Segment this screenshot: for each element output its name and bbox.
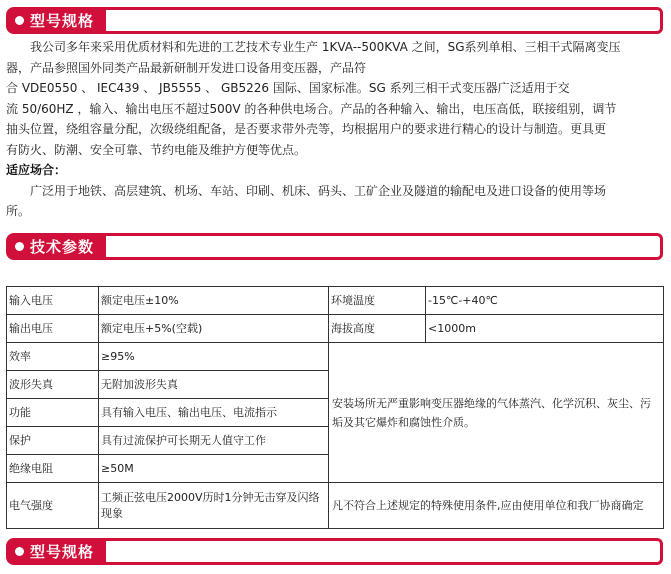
model-spec-banner-top [6,7,663,34]
tech-params-banner [6,233,663,260]
intro-line: 合 VDE0550 、 IEC439 、 JB5555 、 GB5226 国际、国家标准。SG 系列三相干式变压器广泛适用于交 [6,81,570,95]
banner-title: 型号规格 [30,543,95,561]
spec-value: 额定电压±10% [99,287,329,315]
model-spec-banner-bottom [6,538,663,565]
table-row [7,287,664,315]
spec-label: 输出电压 [7,315,99,343]
spec-value: ≥50M [99,455,329,483]
intro-line: 有防火、防潮、安全可靠、节约电能及维护方便等优点。 [6,142,307,157]
banner-title: 技术参数 [30,238,95,256]
spec-label: 电气强度 [7,483,99,529]
spec-table [6,286,664,529]
banner-tab [6,233,106,260]
application-line: 广泛用于地铁、高层建筑、机场、车站、印刷、机床、码头、工矿企业及隧道的输配电及进口设备的使用等场 [6,183,607,198]
intro-line: 流 50/60HZ ，输入、输出电压不超过500V 的各种供电场合。产品的各种输入、输出，电压高低，联接组别，调节 [6,101,617,116]
spec-label: 功能 [7,399,99,427]
banner-frame [101,233,663,260]
table-row [7,315,664,343]
banner-tab [6,538,106,565]
spec-label: 环境温度 [329,287,426,315]
install-note: 安装场所无严重影响变压器绝缘的气体蒸汽、化学沉积、灰尘、污垢及其它爆炸和腐蚀性介质。 [329,343,664,483]
application-heading: 适应场合： [6,163,67,177]
spec-value: ≥95% [99,343,329,371]
banner-title: 型号规格 [30,12,95,30]
spec-label: 保护 [7,427,99,455]
spec-label: 绝缘电阻 [7,455,99,483]
bullet-dot-icon [15,242,24,251]
intro-text [6,37,664,222]
spec-value: 无附加波形失真 [99,371,329,399]
bullet-dot-icon [15,547,24,556]
spec-label: 输入电压 [7,287,99,315]
bullet-dot-icon [15,16,24,25]
intro-line: 器，产品参照国外同类产品最新研制开发进口设备用变压器，产品符 [6,60,367,75]
spec-label: 效率 [7,343,99,371]
table-row [7,343,664,371]
spec-label: 波形失真 [7,371,99,399]
spec-value: 额定电压+5%(空载) [99,315,329,343]
banner-frame [101,7,663,34]
special-note: 凡不符合上述规定的特殊使用条件,应由使用单位和我厂协商确定 [329,483,664,529]
spec-value: -15℃-+40℃ [426,287,664,315]
banner-tab [6,7,106,34]
table-row [7,483,664,529]
spec-value: <1000m [426,315,664,343]
spec-value: 具有过流保护可长期无人值守工作 [99,427,329,455]
spec-value: 工频正弦电压2000V历时1分钟无击穿及闪络现象 [99,483,329,529]
banner-frame [101,538,663,565]
intro-line: 抽头位置，绕组容量分配，次级绕组配备，是否要求带外壳等，均根据用户的要求进行精心的设计与制造。更具更 [6,122,607,136]
spec-value: 具有输入电压、输出电压、电流指示 [99,399,329,427]
application-line: 所。 [6,204,31,218]
intro-line: 我公司多年来采用优质材料和先进的工艺技术专业生产 1KVA--500KVA 之间，SG系列单相、三相干式隔离变压 [6,40,621,54]
spec-label: 海拔高度 [329,315,426,343]
